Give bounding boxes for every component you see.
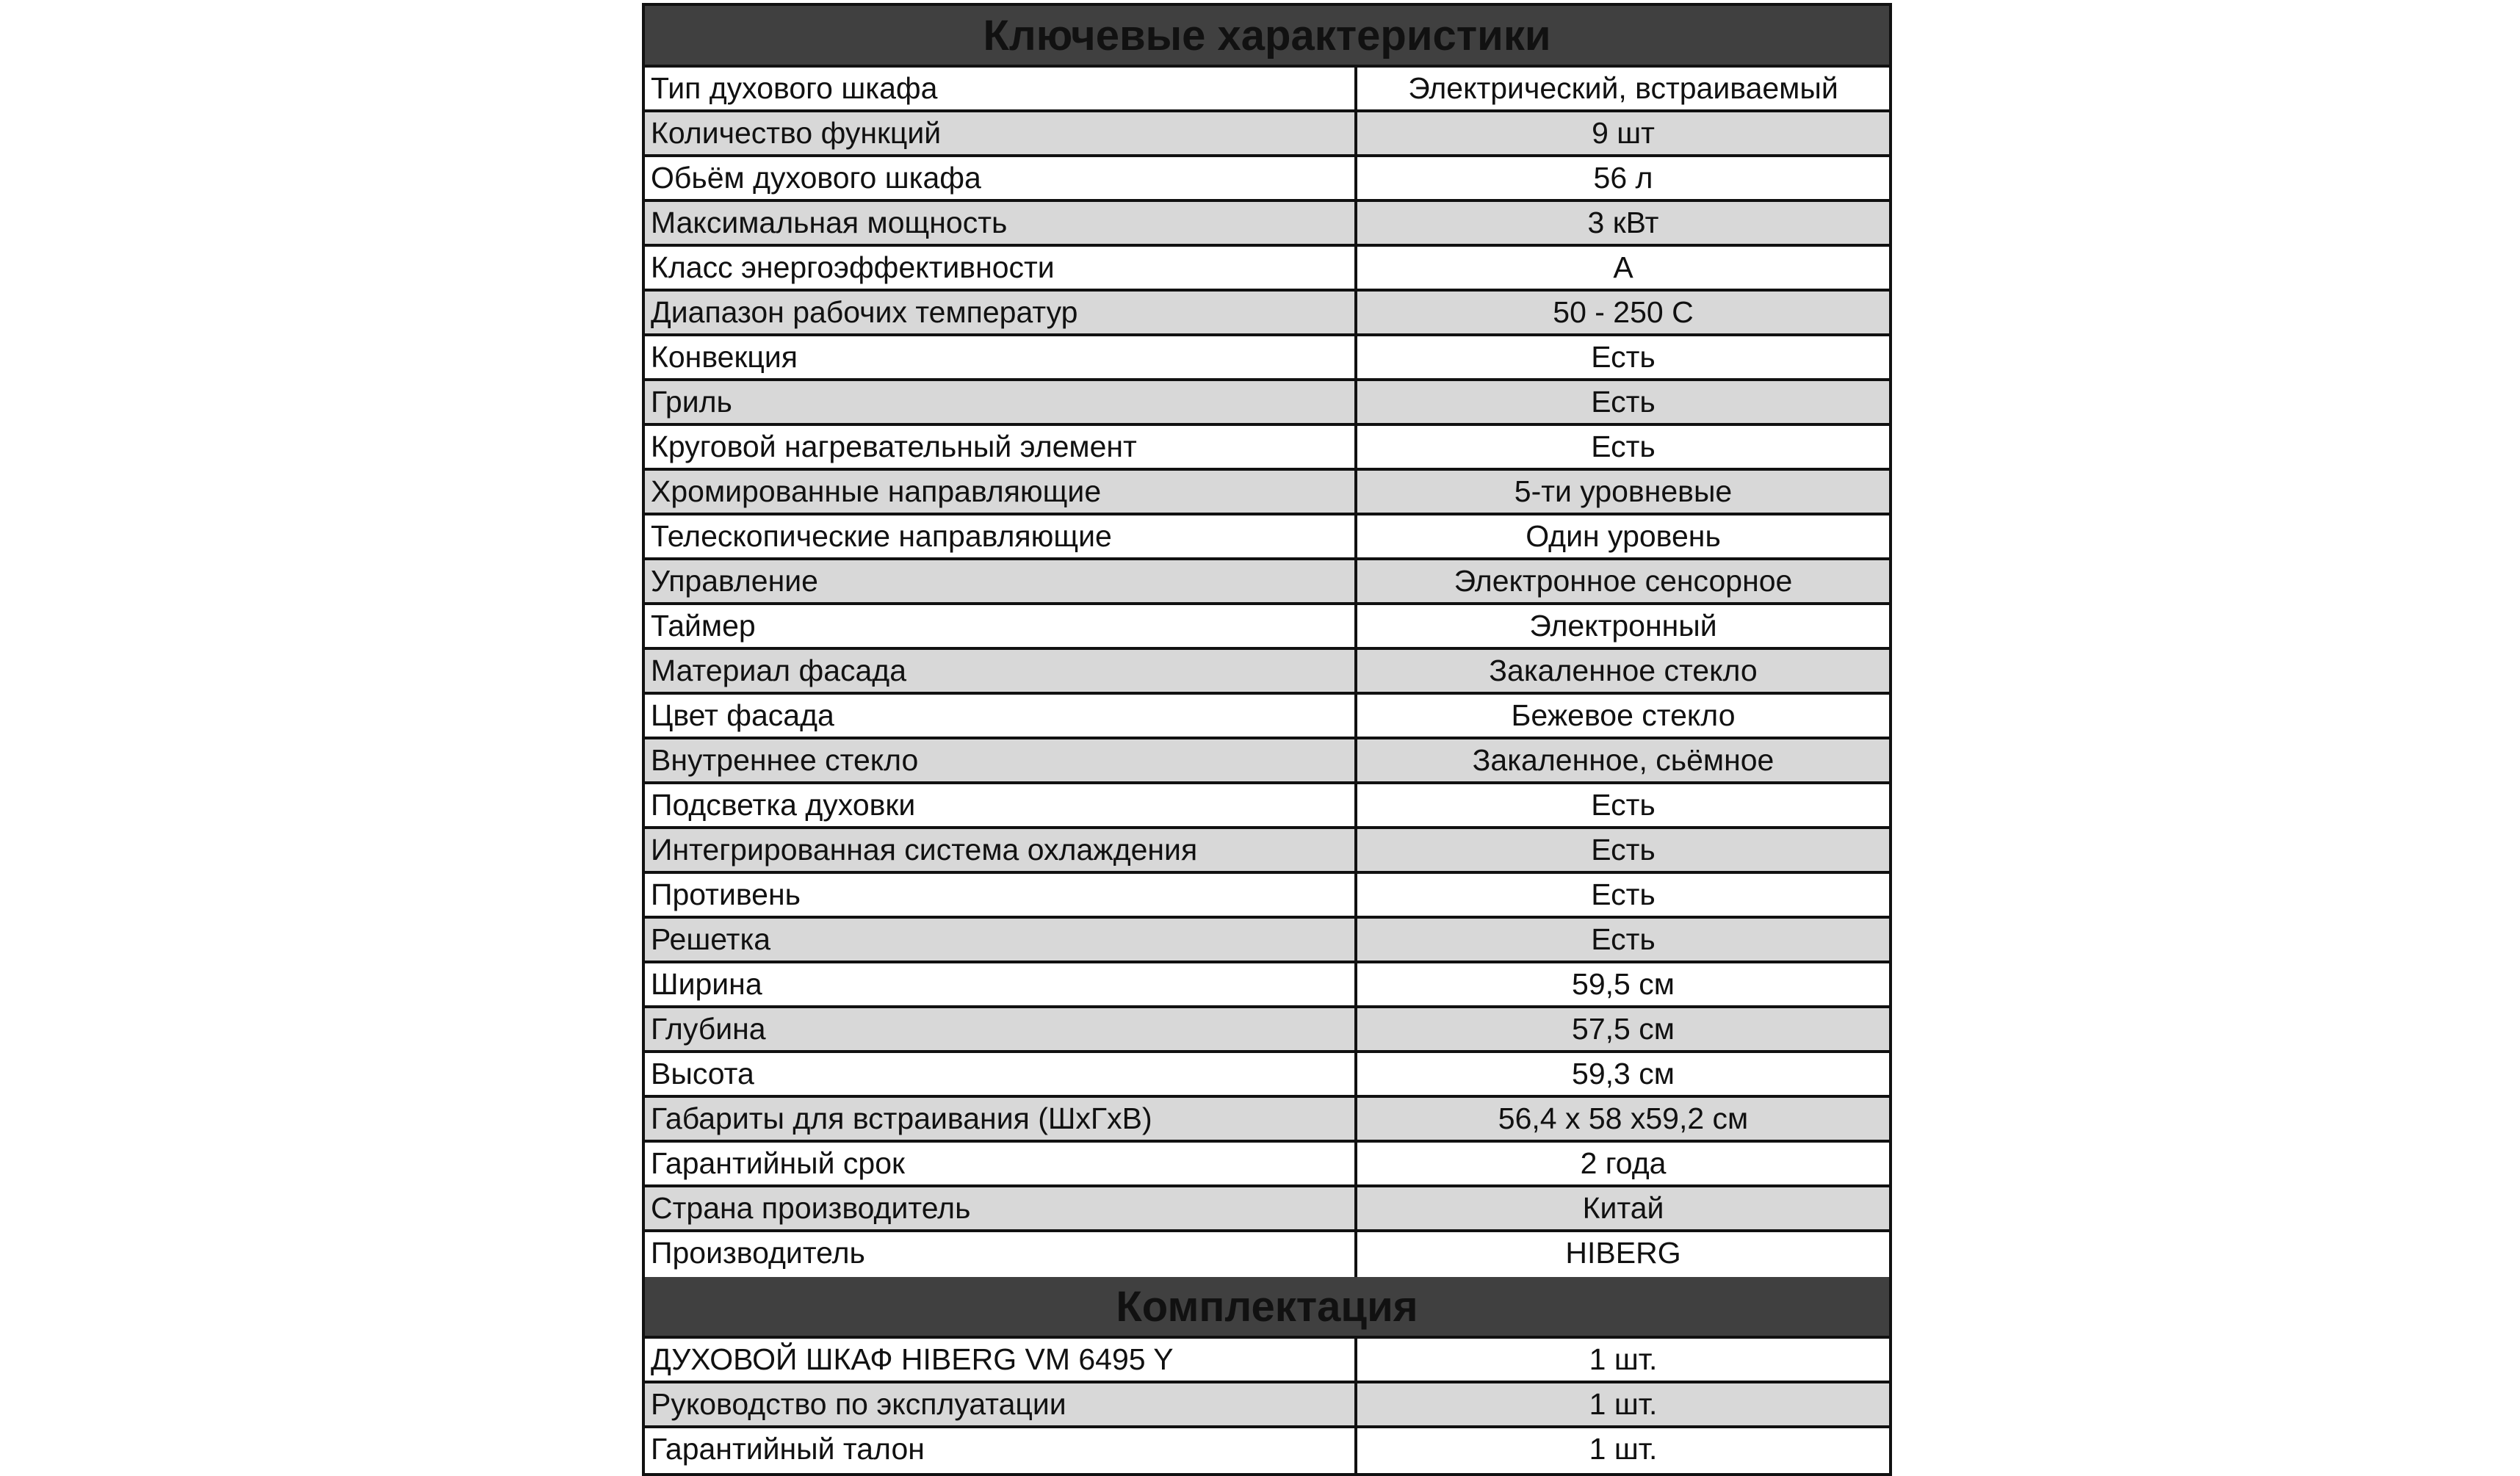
spec-row-value: 9 шт (1592, 116, 1655, 150)
spec-row-value: Закаленное стекло (1489, 654, 1758, 687)
spec-row (645, 157, 1889, 202)
spec-row (645, 426, 1889, 471)
spec-row-label: Производитель (645, 1232, 1357, 1277)
spec-row-value: А (1613, 250, 1633, 284)
spec-row-value: Есть (1591, 878, 1656, 911)
spec-row-value: Есть (1591, 788, 1656, 822)
spec-row-value: Электронное сенсорное (1454, 564, 1793, 598)
spec-row-value: Китай (1582, 1191, 1664, 1225)
spec-row-value: Электрический, встраиваемый (1408, 71, 1838, 105)
spec-row-label: Круговой нагревательный элемент (645, 426, 1357, 468)
spec-row-label: Диапазон рабочих температур (645, 292, 1357, 333)
spec-row-label: Гарантийный срок (645, 1143, 1357, 1184)
spec-row (645, 471, 1889, 515)
spec-row-label: Глубина (645, 1008, 1357, 1050)
spec-row-label: Таймер (645, 605, 1357, 647)
spec-row-value: 59,3 см (1572, 1057, 1675, 1090)
specs-table (645, 68, 1889, 1277)
spec-row (645, 1143, 1889, 1187)
package-item-row (645, 1339, 1889, 1383)
package-item-row-value: 1 шт. (1589, 1432, 1658, 1466)
spec-row-label: Материал фасада (645, 650, 1357, 692)
specs-header: Ключевые характеристики (645, 6, 1889, 68)
spec-row-value: 2 года (1580, 1146, 1667, 1180)
spec-row-value: 50 - 250 С (1553, 295, 1694, 329)
spec-row-value: HIBERG (1565, 1236, 1681, 1270)
spec-row-label: Подсветка духовки (645, 784, 1357, 826)
spec-row-value: 56,4 х 58 х59,2 см (1498, 1101, 1749, 1135)
package-item-row-value: 1 шт. (1589, 1387, 1658, 1421)
spec-row-value: 3 кВт (1587, 206, 1659, 239)
spec-row-label: Конвекция (645, 336, 1357, 378)
spec-row-label: Управление (645, 560, 1357, 602)
spec-row-value: Есть (1591, 833, 1656, 867)
spec-row (645, 1053, 1889, 1098)
spec-row-value: Есть (1591, 340, 1656, 374)
package-item-row-label: Гарантийный талон (645, 1428, 1357, 1473)
spec-row-label: Ширина (645, 963, 1357, 1005)
spec-row-value: 57,5 см (1572, 1012, 1675, 1046)
spec-row (645, 112, 1889, 157)
spec-row-label: Страна производитель (645, 1187, 1357, 1229)
spec-row (645, 1008, 1889, 1053)
package-item-row-value: 1 шт. (1589, 1342, 1658, 1376)
spec-row (645, 784, 1889, 829)
spec-row-label: Решетка (645, 919, 1357, 961)
spec-row (645, 739, 1889, 784)
spec-row-label: Тип духового шкафа (645, 68, 1357, 109)
package-item-row-label: ДУХОВОЙ ШКАФ HIBERG VM 6495 Y (645, 1339, 1357, 1381)
spec-row (645, 874, 1889, 919)
spec-row (645, 202, 1889, 247)
spec-row-value: 5-ти уровневые (1514, 474, 1733, 508)
spec-row-label: Телескопические направляющие (645, 515, 1357, 557)
package-header: Комплектация (645, 1277, 1889, 1339)
spec-row-label: Внутреннее стекло (645, 739, 1357, 781)
spec-row-label: Обьём духового шкафа (645, 157, 1357, 199)
spec-row-label: Класс энергоэффективности (645, 247, 1357, 289)
spec-row-value: Есть (1591, 430, 1656, 463)
spec-row (645, 695, 1889, 739)
spec-row (645, 336, 1889, 381)
spec-row (645, 1098, 1889, 1143)
package-table (645, 1339, 1889, 1473)
spec-row (645, 829, 1889, 874)
spec-sheet (642, 3, 1892, 1476)
spec-row (645, 919, 1889, 963)
spec-row-label: Цвет фасада (645, 695, 1357, 737)
package-item-row-label: Руководство по эксплуатации (645, 1383, 1357, 1425)
spec-row (645, 650, 1889, 695)
spec-row-label: Интегрированная система охлаждения (645, 829, 1357, 871)
spec-row-value: Электронный (1529, 609, 1717, 643)
spec-row-label: Гриль (645, 381, 1357, 423)
spec-row (645, 381, 1889, 426)
spec-row (645, 247, 1889, 292)
spec-row-label: Высота (645, 1053, 1357, 1095)
spec-row-value: 59,5 см (1572, 967, 1675, 1001)
spec-row-value: 56 л (1593, 161, 1653, 195)
spec-row (645, 515, 1889, 560)
package-item-row (645, 1383, 1889, 1428)
spec-row-label: Габариты для встраивания (ШхГхВ) (645, 1098, 1357, 1140)
spec-row-value: Один уровень (1526, 519, 1721, 553)
spec-row-label: Количество функций (645, 112, 1357, 154)
package-item-row (645, 1428, 1889, 1473)
spec-row (645, 963, 1889, 1008)
spec-row-label: Хромированные направляющие (645, 471, 1357, 513)
spec-row-value: Бежевое стекло (1511, 698, 1736, 732)
spec-row-value: Есть (1591, 922, 1656, 956)
spec-row (645, 1187, 1889, 1232)
spec-row (645, 560, 1889, 605)
spec-row-value: Есть (1591, 385, 1656, 419)
spec-row-label: Противень (645, 874, 1357, 916)
spec-row-label: Максимальная мощность (645, 202, 1357, 244)
spec-row (645, 68, 1889, 112)
spec-row (645, 1232, 1889, 1277)
spec-row (645, 292, 1889, 336)
spec-row-value: Закаленное, сьёмное (1472, 743, 1775, 777)
spec-row (645, 605, 1889, 650)
